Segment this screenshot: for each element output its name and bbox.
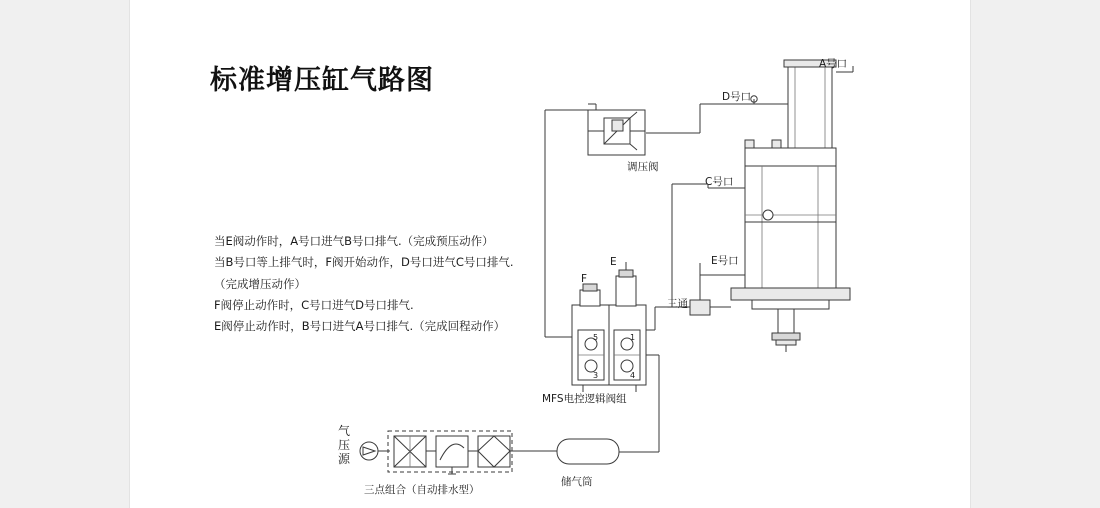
note-line-1: 当E阀动作时，A号口进气B号口排气.（完成预压动作） [214,234,494,248]
note-line-5: E阀停止动作时，B号口进气A号口排气.（完成回程动作） [214,319,506,334]
label-valve-group: MFS电控逻辑阀组 [542,393,627,405]
label-valve-num-1: 1 [630,333,636,342]
note-line-3: （完成增压动作） [214,276,306,291]
port-d-line [646,96,788,133]
label-valve-e: E [610,256,617,268]
air-tank-symbol [557,439,619,464]
cylinder-lower-flange [731,288,850,309]
label-frl-unit: 三点组合（自动排水型） [364,484,480,496]
cylinder-mid-body [745,148,836,288]
note-line-2: 当B号口等上排气时，F阀开始动作，D号口进气C号口排气. [214,255,514,270]
label-valve-num-3: 3 [593,371,599,380]
label-regulator: 调压阀 [627,161,659,173]
label-valve-num-4: 4 [630,371,636,380]
page-title: 标准增压缸气路图 [210,65,434,96]
label-air-source: 气 压 源 [337,424,350,467]
pressure-regulator-symbol [588,104,645,155]
label-valve-f: F [581,273,588,285]
mfs-valve-group-symbol [567,262,672,452]
label-port-c: C号口 [705,176,734,188]
label-tee: 三通 [667,298,688,310]
frl-unit-symbol [388,431,557,474]
cylinder-piston-rod [772,309,800,352]
label-port-a: A号口 [819,58,848,70]
air-source-symbol [360,442,390,460]
label-air-tank: 储气筒 [561,476,593,488]
note-line-4: F阀停止动作时，C号口进气D号口排气. [214,297,414,312]
label-port-e: E号口 [711,255,739,267]
label-port-d: D号口 [722,91,752,103]
label-valve-num-5: 5 [593,333,599,342]
cylinder-upper-barrel [784,60,836,148]
